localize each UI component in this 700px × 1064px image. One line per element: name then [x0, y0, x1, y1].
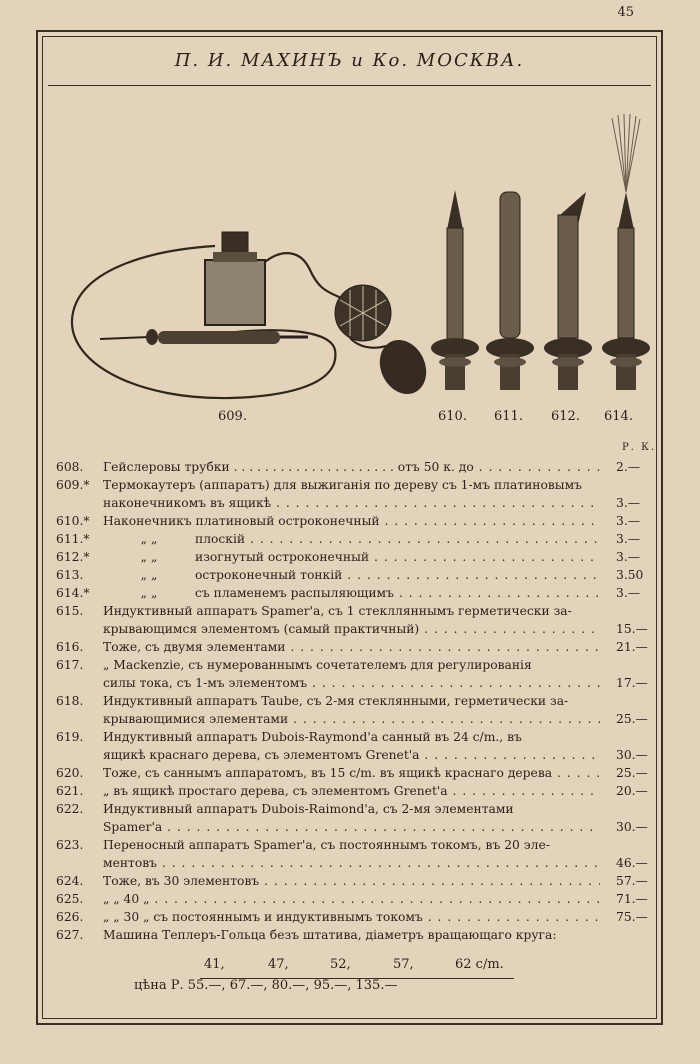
- list-item: [0, 548, 700, 566]
- item-price: 3.—: [616, 532, 641, 546]
- item-number: 611.*: [56, 532, 90, 546]
- item-text: ментовъ: [103, 856, 157, 870]
- item-text: Индуктивный аппаратъ Spamer'a, съ 1 стеклляннымъ герметически за-: [103, 604, 572, 618]
- item-text: ящикѣ краснаго дерева, съ элементомъ Grenet'a: [103, 748, 420, 762]
- item-number: 619.: [56, 730, 84, 744]
- item-text: Тоже, съ двумя элементами: [103, 640, 286, 654]
- item-number: 612.*: [56, 550, 90, 564]
- diameter-value: 41,: [204, 957, 225, 972]
- item-description: [103, 638, 600, 656]
- list-item: [0, 728, 700, 746]
- item-description: [103, 872, 600, 890]
- item-number: 613.: [56, 568, 84, 582]
- price-list: [0, 458, 700, 944]
- item-description: [103, 656, 600, 674]
- item-price: 21.—: [616, 640, 648, 654]
- diameter-value: 57,: [393, 957, 414, 972]
- list-item: [0, 818, 700, 836]
- item-number: 621.: [56, 784, 84, 798]
- item-price: 3.—: [616, 550, 641, 564]
- item-text: силы тока, съ 1-мъ элементомъ: [103, 676, 308, 690]
- item-number: 625.: [56, 892, 84, 906]
- item-price: 3.—: [616, 514, 641, 528]
- item-text: „ въ ящикѣ простаго дерева, съ элементомъ Grenet'a: [103, 784, 448, 798]
- item-description: [103, 746, 600, 764]
- item-text: Термокаутеръ (аппаратъ) для выжиганія по дереву съ 1-мъ платиновымъ: [103, 478, 582, 492]
- item-text: изогнутый остроконечный: [195, 550, 370, 564]
- item-price: 20.—: [616, 784, 648, 798]
- item-description: [103, 908, 600, 926]
- item-text: Гейслеровы трубки . . . . . . . . . . . . . . . . . . . . . отъ 50 к. до: [103, 460, 474, 474]
- item-number: 627.: [56, 928, 84, 942]
- list-item: [0, 854, 700, 872]
- list-item: [0, 584, 700, 602]
- diameter-value: 52,: [330, 957, 351, 972]
- item-price: 57.—: [616, 874, 648, 888]
- ditto-marks: „ „: [140, 532, 158, 546]
- item-text: Наконечникъ платиновый остроконечный: [103, 514, 380, 528]
- ditto-marks: „ „: [140, 586, 158, 600]
- list-item: [0, 746, 700, 764]
- item-price: 71.—: [616, 892, 648, 906]
- item-description: [103, 512, 600, 530]
- item-price: 3.50: [616, 568, 644, 582]
- list-item: [0, 782, 700, 800]
- list-item: [0, 872, 700, 890]
- list-item: [0, 494, 700, 512]
- item-description: [103, 476, 600, 494]
- diameter-prices: цѣна Р. 55.—, 67.—, 80.—, 95.—, 135.—: [134, 978, 398, 993]
- item-number: 610.*: [56, 514, 90, 528]
- item-description: [103, 566, 600, 584]
- list-item: [0, 836, 700, 854]
- list-item: [0, 656, 700, 674]
- list-item: [0, 638, 700, 656]
- item-description: [103, 494, 600, 512]
- item-description: [103, 692, 600, 710]
- item-text: наконечникомъ въ ящикѣ: [103, 496, 272, 510]
- ditto-marks: „ „: [140, 550, 158, 564]
- item-number: 616.: [56, 640, 84, 654]
- item-number: 623.: [56, 838, 84, 852]
- item-description: [103, 602, 600, 620]
- item-text: Индуктивный аппаратъ Taube, съ 2-мя стеклянными, герметически за-: [103, 694, 569, 708]
- item-number: 615.: [56, 604, 84, 618]
- item-number: 622.: [56, 802, 84, 816]
- item-description: [103, 620, 600, 638]
- list-item: [0, 692, 700, 710]
- ditto-marks: „ „: [140, 568, 158, 582]
- item-price: 46.—: [616, 856, 648, 870]
- pump-drawing: [371, 332, 435, 401]
- item-text: Индуктивный аппаратъ Dubois-Raymond'a санный въ 24 c/m., въ: [103, 730, 522, 744]
- item-price: 3.—: [616, 586, 641, 600]
- item-description: [103, 584, 600, 602]
- item-number: 614.*: [56, 586, 90, 600]
- item-number: 620.: [56, 766, 84, 780]
- list-item: [0, 926, 700, 944]
- item-text: „ „ 40 „: [103, 892, 150, 906]
- item-price: 75.—: [616, 910, 648, 924]
- figure-label: 611.: [494, 409, 523, 424]
- item-description: [103, 530, 600, 548]
- item-number: 624.: [56, 874, 84, 888]
- list-item: [0, 476, 700, 494]
- item-description: [103, 710, 600, 728]
- list-item: [0, 890, 700, 908]
- item-text: Переносный аппаратъ Spamer'a, съ постояннымъ токомъ, въ 20 эле-: [103, 838, 550, 852]
- list-item: [0, 710, 700, 728]
- figure-label: 612.: [551, 409, 580, 424]
- list-item: [0, 908, 700, 926]
- list-item: [0, 800, 700, 818]
- item-description: [103, 548, 600, 566]
- figure-label: 614.: [604, 409, 633, 424]
- item-price: 30.—: [616, 820, 648, 834]
- item-description: [103, 836, 600, 854]
- item-text: Индуктивный аппаратъ Dubois-Raimond'a, съ 2-мя элементами: [103, 802, 514, 816]
- item-description: [103, 674, 600, 692]
- page-number: 45: [617, 5, 634, 20]
- item-number: 617.: [56, 658, 84, 672]
- item-text: плоскій: [195, 532, 246, 546]
- item-price: 25.—: [616, 766, 648, 780]
- item-description: [103, 854, 600, 872]
- tips-drawing: [431, 114, 650, 390]
- item-price: 15.—: [616, 622, 648, 636]
- item-description: [103, 728, 600, 746]
- page-title: П. И. МАХИНЪ и Ко. МОСКВА.: [174, 50, 525, 71]
- list-item: [0, 512, 700, 530]
- figure-label: 610.: [438, 409, 467, 424]
- item-text: Тоже, съ саннымъ аппаратомъ, въ 15 c/m. въ ящикѣ краснаго дерева: [103, 766, 553, 780]
- list-item: [0, 602, 700, 620]
- item-price: 2.—: [616, 460, 641, 474]
- item-number: 626.: [56, 910, 84, 924]
- item-description: [103, 782, 600, 800]
- item-text: крывающимся элементомъ (самый практичный): [103, 622, 420, 636]
- item-description: [103, 800, 600, 818]
- item-text: „ Mackenzie, съ нумерованнымъ сочетателемъ для регулированія: [103, 658, 532, 672]
- instrument-illustration: [0, 0, 700, 420]
- bottle-drawing: [205, 260, 265, 325]
- item-description: [103, 926, 600, 944]
- item-number: 609.*: [56, 478, 90, 492]
- item-price: 17.—: [616, 676, 648, 690]
- list-item: [0, 458, 700, 476]
- item-text: Машина Теплеръ-Гольца безъ штатива, діаметръ вращающаго круга:: [103, 928, 557, 942]
- item-number: 608.: [56, 460, 84, 474]
- item-text: „ „ 30 „ съ постояннымъ и индуктивнымъ токомъ: [103, 910, 423, 924]
- figure-label: 609.: [218, 409, 247, 424]
- item-price: 30.—: [616, 748, 648, 762]
- item-description: [103, 890, 600, 908]
- price-column-header: Р. К.: [622, 442, 657, 453]
- diameter-value: 62 c/m.: [455, 957, 504, 972]
- item-price: 25.—: [616, 712, 648, 726]
- list-item: [0, 764, 700, 782]
- item-text: съ пламенемъ распыляющимъ: [195, 586, 394, 600]
- item-description: [103, 764, 600, 782]
- item-price: 3.—: [616, 496, 641, 510]
- list-item: [0, 566, 700, 584]
- diameter-value: 47,: [268, 957, 289, 972]
- list-item: [0, 620, 700, 638]
- item-text: Spamer'a: [103, 820, 163, 834]
- list-item: [0, 674, 700, 692]
- item-text: крывающимися элементами: [103, 712, 289, 726]
- item-number: 618.: [56, 694, 84, 708]
- item-description: [103, 458, 600, 476]
- list-item: [0, 530, 700, 548]
- item-description: [103, 818, 600, 836]
- handle-drawing: [158, 331, 280, 344]
- item-text: остроконечный тонкій: [195, 568, 343, 582]
- item-text: Тоже, въ 30 элементовъ: [103, 874, 260, 888]
